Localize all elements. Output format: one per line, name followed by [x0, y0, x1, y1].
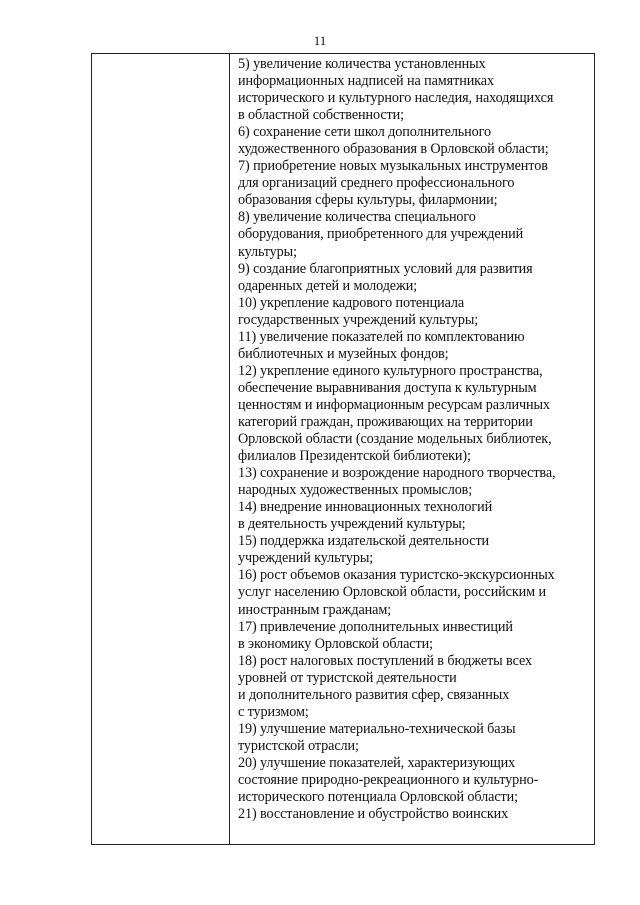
text-line: с туризмом;: [238, 703, 309, 720]
text-line: 8) увеличение количества специального: [238, 209, 476, 226]
text-line: исторического и культурного наследия, находящихся: [238, 90, 554, 107]
text-line: 12) укрепление единого культурного пространства,: [238, 362, 543, 379]
text-line: туристской отрасли;: [238, 737, 359, 754]
text-line: в экономику Орловской области;: [238, 635, 433, 652]
text-line: и дополнительного развития сфер, связанных: [238, 686, 510, 703]
text-line: иностранным гражданам;: [238, 601, 392, 618]
text-line: 5) увеличение количества установленных: [238, 56, 486, 72]
text-line: 14) внедрение инновационных технологий: [238, 499, 493, 516]
text-line: 9) создание благоприятных условий для развития: [238, 260, 533, 277]
text-line: библиотечных и музейных фондов;: [238, 345, 449, 362]
text-line: 11) увеличение показателей по комплектованию: [238, 328, 525, 345]
text-line: 17) привлечение дополнительных инвестиций: [238, 618, 513, 635]
text-line: 21) восстановление и обустройство воинских: [238, 806, 509, 823]
text-line: художественного образования в Орловской области;: [238, 141, 549, 158]
text-line: филиалов Президентской библиотеки);: [238, 448, 471, 465]
text-line: 7) приобретение новых музыкальных инструментов: [238, 158, 548, 175]
text-line: 16) рост объемов оказания туристско-экскурсионных: [238, 567, 555, 584]
text-line: 6) сохранение сети школ дополнительного: [238, 124, 492, 141]
text-line: 15) поддержка издательской деятельности: [238, 533, 490, 550]
text-line: в деятельность учреждений культуры;: [238, 516, 466, 533]
text-line: 13) сохранение и возрождение народного творчества,: [238, 465, 556, 482]
text-line: учреждений культуры;: [238, 550, 374, 567]
table-left-cell: [92, 54, 230, 844]
text-line: для организаций среднего профессионального: [238, 175, 515, 192]
table-right-cell: [238, 56, 588, 823]
text-line: исторического потенциала Орловской области;: [238, 789, 518, 806]
text-line: 10) укрепление кадрового потенциала: [238, 294, 465, 311]
text-line: народных художественных промыслов;: [238, 482, 473, 499]
text-line: в областной собственности;: [238, 107, 404, 124]
text-line: информационных надписей на памятниках: [238, 73, 494, 90]
text-line: уровней от туристской деятельности: [238, 669, 457, 686]
text-line: состояние природно-рекреационного и культурно-: [238, 771, 539, 788]
text-line: одаренных детей и молодежи;: [238, 277, 418, 294]
text-line: культуры;: [238, 243, 297, 260]
text-line: Орловской области (создание модельных библиотек,: [238, 431, 552, 448]
text-line: 18) рост налоговых поступлений в бюджеты всех: [238, 652, 532, 669]
text-line: оборудования, приобретенного для учреждений: [238, 226, 524, 243]
text-line: категорий граждан, проживающих на территории: [238, 413, 533, 430]
text-line: государственных учреждений культуры;: [238, 311, 479, 328]
text-line: 20) улучшение показателей, характеризующих: [238, 754, 516, 771]
text-line: обеспечение выравнивания доступа к культурным: [238, 379, 537, 396]
page-number: 11: [313, 33, 327, 48]
text-line: 19) улучшение материально-технической базы: [238, 720, 516, 737]
document-table: [91, 53, 595, 845]
text-line: услуг населению Орловской области, российским и: [238, 584, 546, 601]
text-line: образования сферы культуры, филармонии;: [238, 192, 498, 209]
text-line: ценностям и информационным ресурсам различных: [238, 396, 550, 413]
